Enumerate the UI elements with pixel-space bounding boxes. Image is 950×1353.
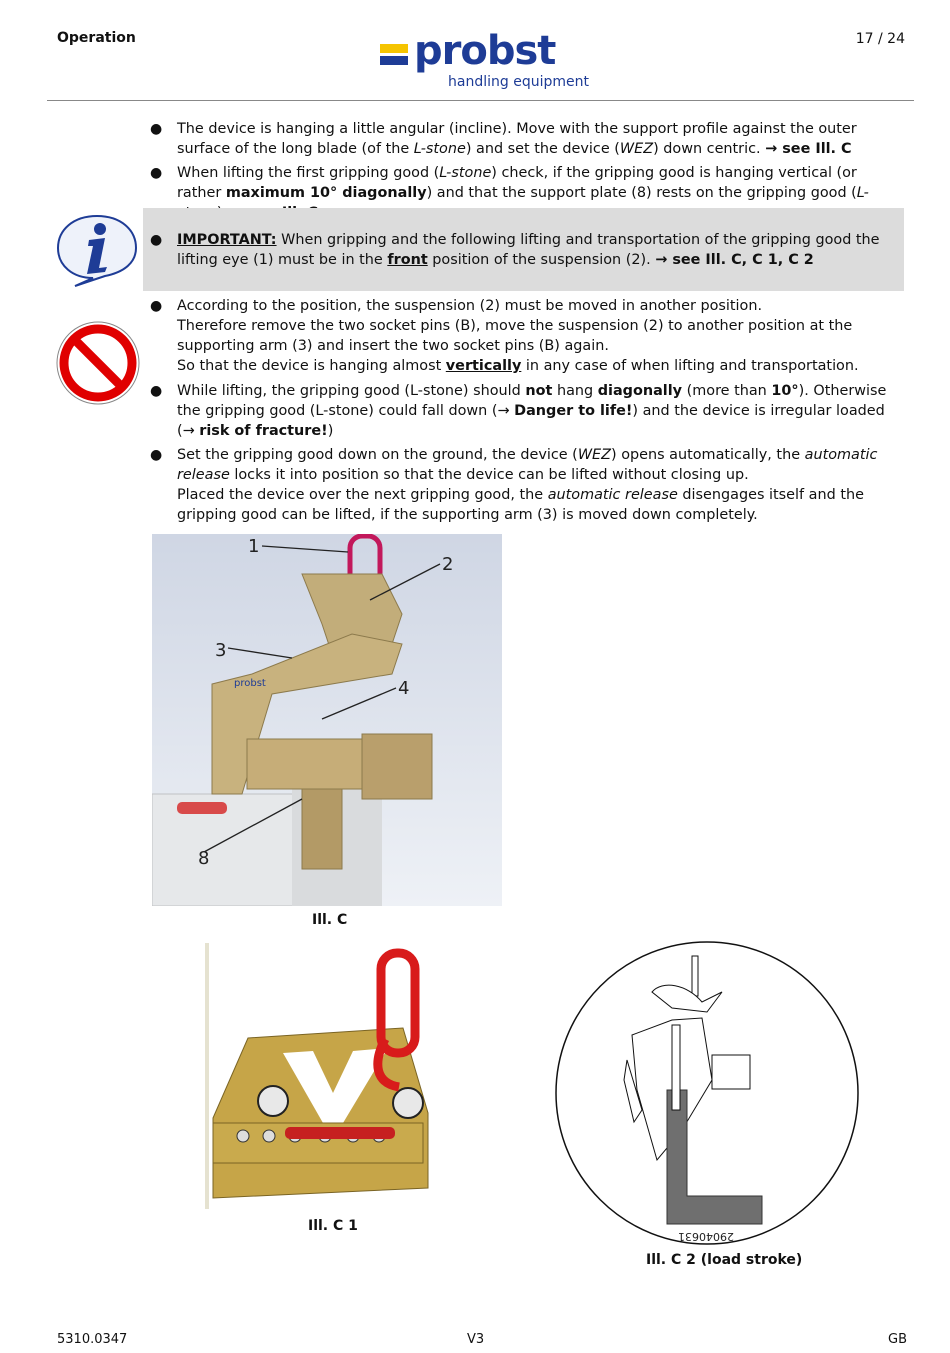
document-version: V3 bbox=[467, 1332, 485, 1347]
instruction-1: The device is hanging a little angular (incline). Move with the support profile against the outer surface of the long blade (of the L-stone) and set the device (WEZ) down centric. → see Ill. C bbox=[177, 121, 857, 157]
bullet-dot: ● bbox=[150, 165, 163, 181]
page-number: 17 / 24 bbox=[855, 31, 905, 47]
instruction-2: When lifting the first gripping good (L-stone) check, if the gripping good is hanging vertical (or rather maximum 10° diagonally) and that the support plate (8) rests on the gripping good (L- bbox=[177, 165, 869, 201]
callout-8: 8 bbox=[198, 848, 210, 869]
illustration-c2-drawing bbox=[552, 940, 862, 1245]
instruction-4: While lifting, the gripping good (L-stone) should not hang diagonally (more than 10°). Otherwise the gripping good (L-stone) could fall down (→ Danger to life!) and the device is irregular loaded (→ risk of fracture!) bbox=[177, 383, 887, 439]
logo-blue-bar bbox=[380, 56, 408, 65]
section-title: Operation bbox=[57, 30, 136, 46]
caption-ill-c1: Ill. C 1 bbox=[308, 1218, 358, 1234]
info-icon bbox=[55, 212, 139, 288]
bullet-dot: ● bbox=[150, 298, 163, 314]
probst-logo bbox=[378, 28, 590, 94]
bullet-dot: ● bbox=[150, 383, 163, 399]
caption-ill-c: Ill. C bbox=[312, 912, 348, 928]
header-divider bbox=[47, 100, 914, 101]
illustration-c1-photo bbox=[203, 943, 437, 1209]
callout-4: 4 bbox=[398, 678, 410, 699]
device-brand-label: probst bbox=[234, 678, 266, 689]
callout-3: 3 bbox=[215, 640, 227, 661]
logo-brand: probst bbox=[414, 28, 556, 74]
bullet-dot: ● bbox=[150, 121, 163, 137]
document-number: 5310.0347 bbox=[57, 1332, 128, 1347]
prohibition-icon bbox=[55, 320, 141, 406]
logo-subtitle: handling equipment bbox=[448, 74, 589, 90]
drawing-serial: 29040631 bbox=[678, 1230, 734, 1243]
instruction-5: Set the gripping good down on the ground, the device (WEZ) opens automatically, the automatic release locks it into position so that the device can be lifted without closing up. Placed the device over the next gripping good, the automatic release disengages itself and the gripping good can be lifted, if the supporting arm (3) is moved down completely. bbox=[177, 447, 878, 523]
callout-2: 2 bbox=[442, 554, 454, 575]
important-note: IMPORTANT: When gripping and the following lifting and transportation of the gripping good the lifting eye (1) must be in the front position of the suspension (2). → see Ill. C, C 1, C 2 bbox=[177, 232, 880, 268]
callout-1: 1 bbox=[248, 536, 260, 557]
instruction-3: According to the position, the suspension (2) must be moved in another position. Therefore remove the two socket pins (B), move the suspension (2) to another position at the supporting arm (3) and insert the two socket pins (B) again. So that the device is hanging almost vertically in any case of when lifting and transportation. bbox=[177, 298, 859, 374]
language-code: GB bbox=[888, 1332, 907, 1347]
logo-yellow-bar bbox=[380, 44, 408, 53]
caption-ill-c2: Ill. C 2 (load stroke) bbox=[646, 1252, 803, 1268]
illustration-c-photo bbox=[152, 534, 502, 906]
bullet-dot: ● bbox=[150, 447, 163, 463]
bullet-dot: ● bbox=[150, 232, 163, 248]
